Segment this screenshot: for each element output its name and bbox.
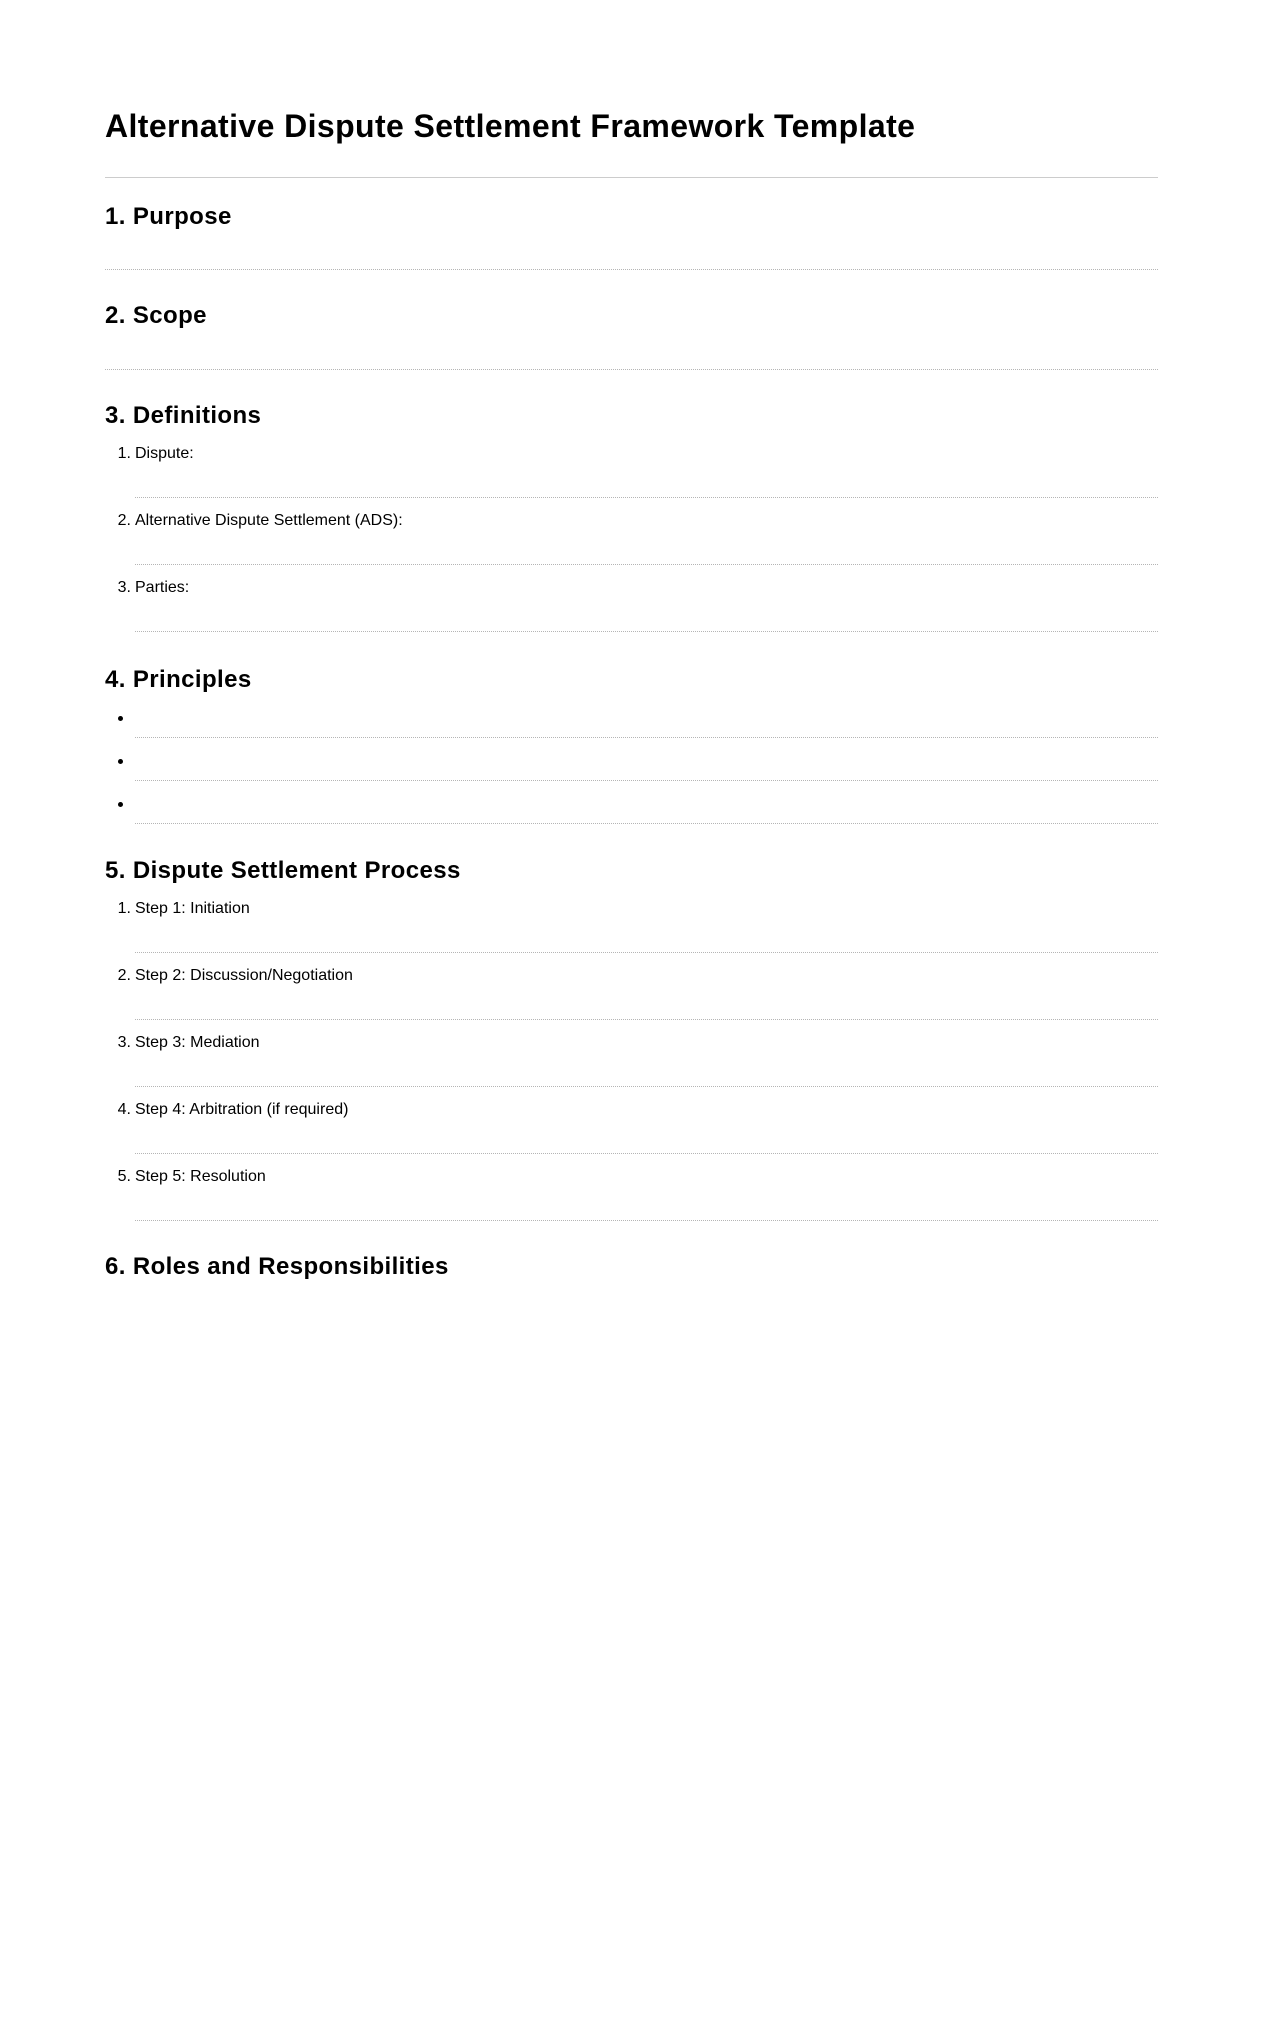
principle-item [135,708,1158,738]
bullet-icon [118,759,123,764]
list-number: 4. [117,1101,131,1118]
section-process [105,857,1158,1221]
principle-item [135,794,1158,824]
list-number: 5. [117,1168,131,1185]
definition-label: Alternative Dispute Settlement (ADS): [135,512,403,529]
list-number: 2. [117,967,131,984]
section-roles [105,1253,1158,1281]
principle-item [135,751,1158,781]
bullet-icon [118,802,123,807]
title-divider [105,177,1158,178]
section-heading-principles: 4. Principles [105,666,252,693]
scope-input-field[interactable] [105,330,1158,370]
step-input-field[interactable] [135,1053,1158,1087]
section-heading-purpose: 1. Purpose [105,203,232,230]
process-step-item [117,1100,1158,1154]
section-heading-process: 5. Dispute Settlement Process [105,857,461,884]
definition-item [117,444,1158,498]
step-label: Step 4: Arbitration (if required) [135,1101,349,1118]
document-title: Alternative Dispute Settlement Framework Template [105,108,916,144]
principle-label [135,708,1158,728]
principle-input-field[interactable] [135,814,1158,824]
definition-item [117,511,1158,565]
step-label: Step 3: Mediation [135,1034,260,1051]
process-step-item [117,966,1158,1020]
principle-label [135,794,1158,814]
definition-input-field[interactable] [135,598,1158,632]
section-heading-scope: 2. Scope [105,302,207,329]
list-number: 1. [117,445,131,462]
process-steps-list [105,899,1158,1221]
definition-input-field[interactable] [135,531,1158,565]
list-number: 3. [117,579,131,596]
section-heading-definitions: 3. Definitions [105,402,262,429]
purpose-input-field[interactable] [105,231,1158,270]
section-scope [105,302,1158,370]
step-input-field[interactable] [135,986,1158,1020]
principles-list [105,708,1158,824]
definitions-list [105,444,1158,632]
definition-label: Parties: [135,579,190,596]
section-purpose [105,203,1158,270]
step-input-field[interactable] [135,919,1158,953]
list-number: 1. [117,900,131,917]
process-step-item [117,1033,1158,1087]
section-definitions [105,402,1158,632]
step-input-field[interactable] [135,1187,1158,1221]
step-label: Step 1: Initiation [135,900,250,917]
principle-input-field[interactable] [135,771,1158,781]
definition-label: Dispute: [135,445,194,462]
definition-item [117,578,1158,632]
list-number: 2. [117,512,131,529]
step-label: Step 5: Resolution [135,1168,266,1185]
principle-input-field[interactable] [135,728,1158,738]
principle-label [135,751,1158,771]
process-step-item [117,1167,1158,1221]
section-heading-roles: 6. Roles and Responsibilities [105,1253,449,1280]
step-input-field[interactable] [135,1120,1158,1154]
list-number: 3. [117,1034,131,1051]
section-principles [105,666,1158,824]
process-step-item [117,899,1158,953]
step-label: Step 2: Discussion/Negotiation [135,967,353,984]
definition-input-field[interactable] [135,464,1158,498]
bullet-icon [118,716,123,721]
